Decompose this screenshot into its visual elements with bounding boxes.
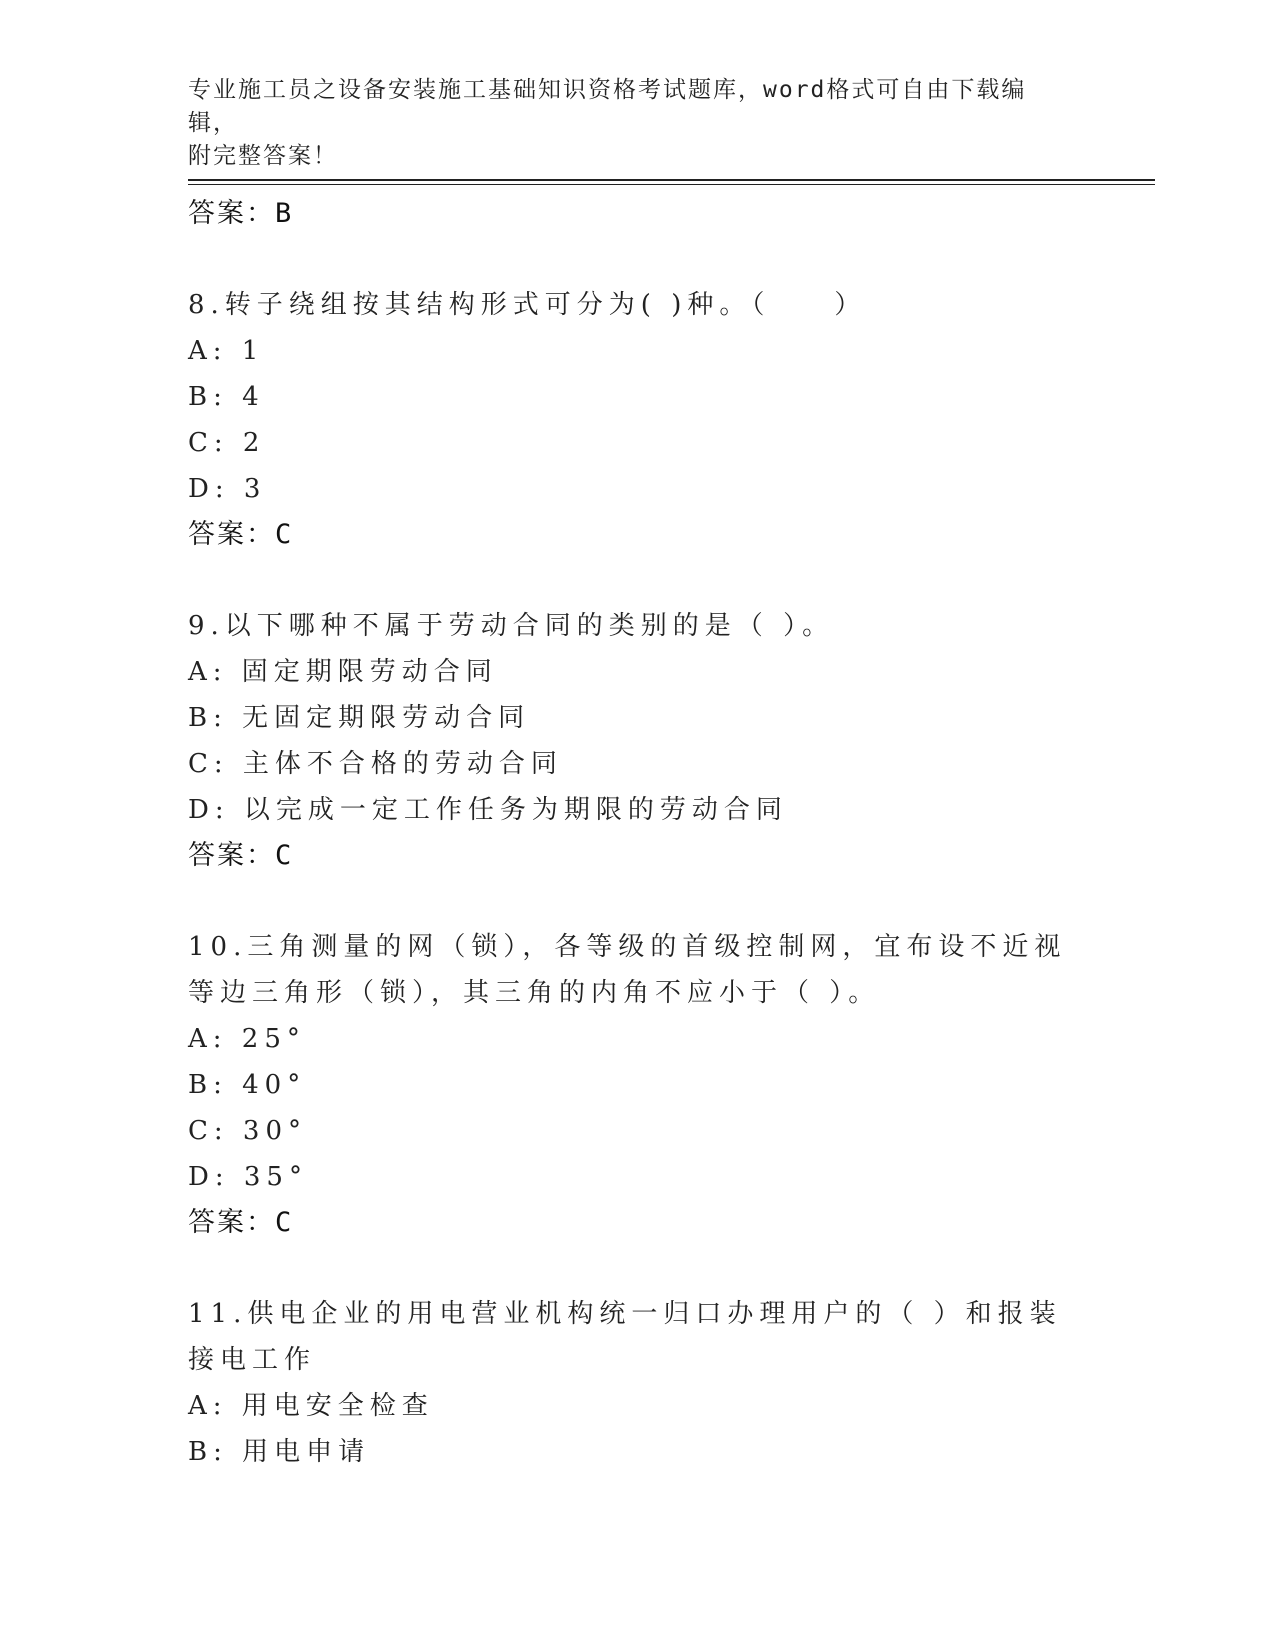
question-list [188,191,1088,1475]
answer-label: 答案： [188,840,275,871]
spacer [188,1246,1088,1291]
question-text: 10.三角测量的网（锁），各等级的首级控制网，宜布设不近视等边三角形（锁），其三角的内角不应小于（ ）。 [188,932,1067,1008]
answer-value: C [275,840,294,871]
option-d: D: 3 [188,474,267,504]
answer-label: 答案： [188,1207,275,1238]
question-text: 11.供电企业的用电营业机构统一归口办理用户的（ ）和报装接电工作 [188,1299,1062,1375]
header-line-1: 专业施工员之设备安装施工基础知识资格考试题库，word格式可自由下载编辑， [188,77,1027,136]
header-line-2: 附完整答案！ [188,143,338,169]
answer-line [188,833,1088,879]
option-a: A: 固定期限劳动合同 [188,657,498,687]
answer-line [188,1200,1088,1246]
header-divider-thick [188,179,1155,181]
option-b: B: 4 [188,382,265,412]
option-b: B: 用电申请 [188,1437,371,1467]
question-item-10 [188,924,1088,1246]
option-c: C: 30° [188,1116,308,1146]
question-item-9 [188,603,1088,879]
spacer [188,558,1088,603]
option-a: A: 用电安全检查 [188,1391,434,1421]
answer-value: C [275,1207,294,1238]
spacer [188,237,1088,282]
question-item-8 [188,282,1088,558]
answer-value: C [275,519,294,550]
answer-line [188,191,1088,237]
option-d: D: 35° [188,1162,308,1192]
option-a: A: 25° [188,1024,306,1054]
option-b: B: 40° [188,1070,307,1100]
answer-label: 答案： [188,519,275,550]
option-d: D: 以完成一定工作任务为期限的劳动合同 [188,795,788,825]
option-b: B: 无固定期限劳动合同 [188,703,531,733]
question-item-11 [188,1291,1088,1475]
option-c: C: 2 [188,428,266,458]
document-header [188,74,1068,173]
answer-line [188,512,1088,558]
option-a: A: 1 [188,336,265,366]
question-text: 8.转子绕组按其结构形式可分为( )种。（ ） [188,290,867,320]
question-text: 9.以下哪种不属于劳动合同的类别的是（ ）。 [188,611,835,641]
header-divider-thin [188,184,1155,185]
option-c: C: 主体不合格的劳动合同 [188,749,563,779]
answer-value: B [275,198,294,229]
spacer [188,879,1088,924]
answer-label: 答案： [188,198,275,229]
